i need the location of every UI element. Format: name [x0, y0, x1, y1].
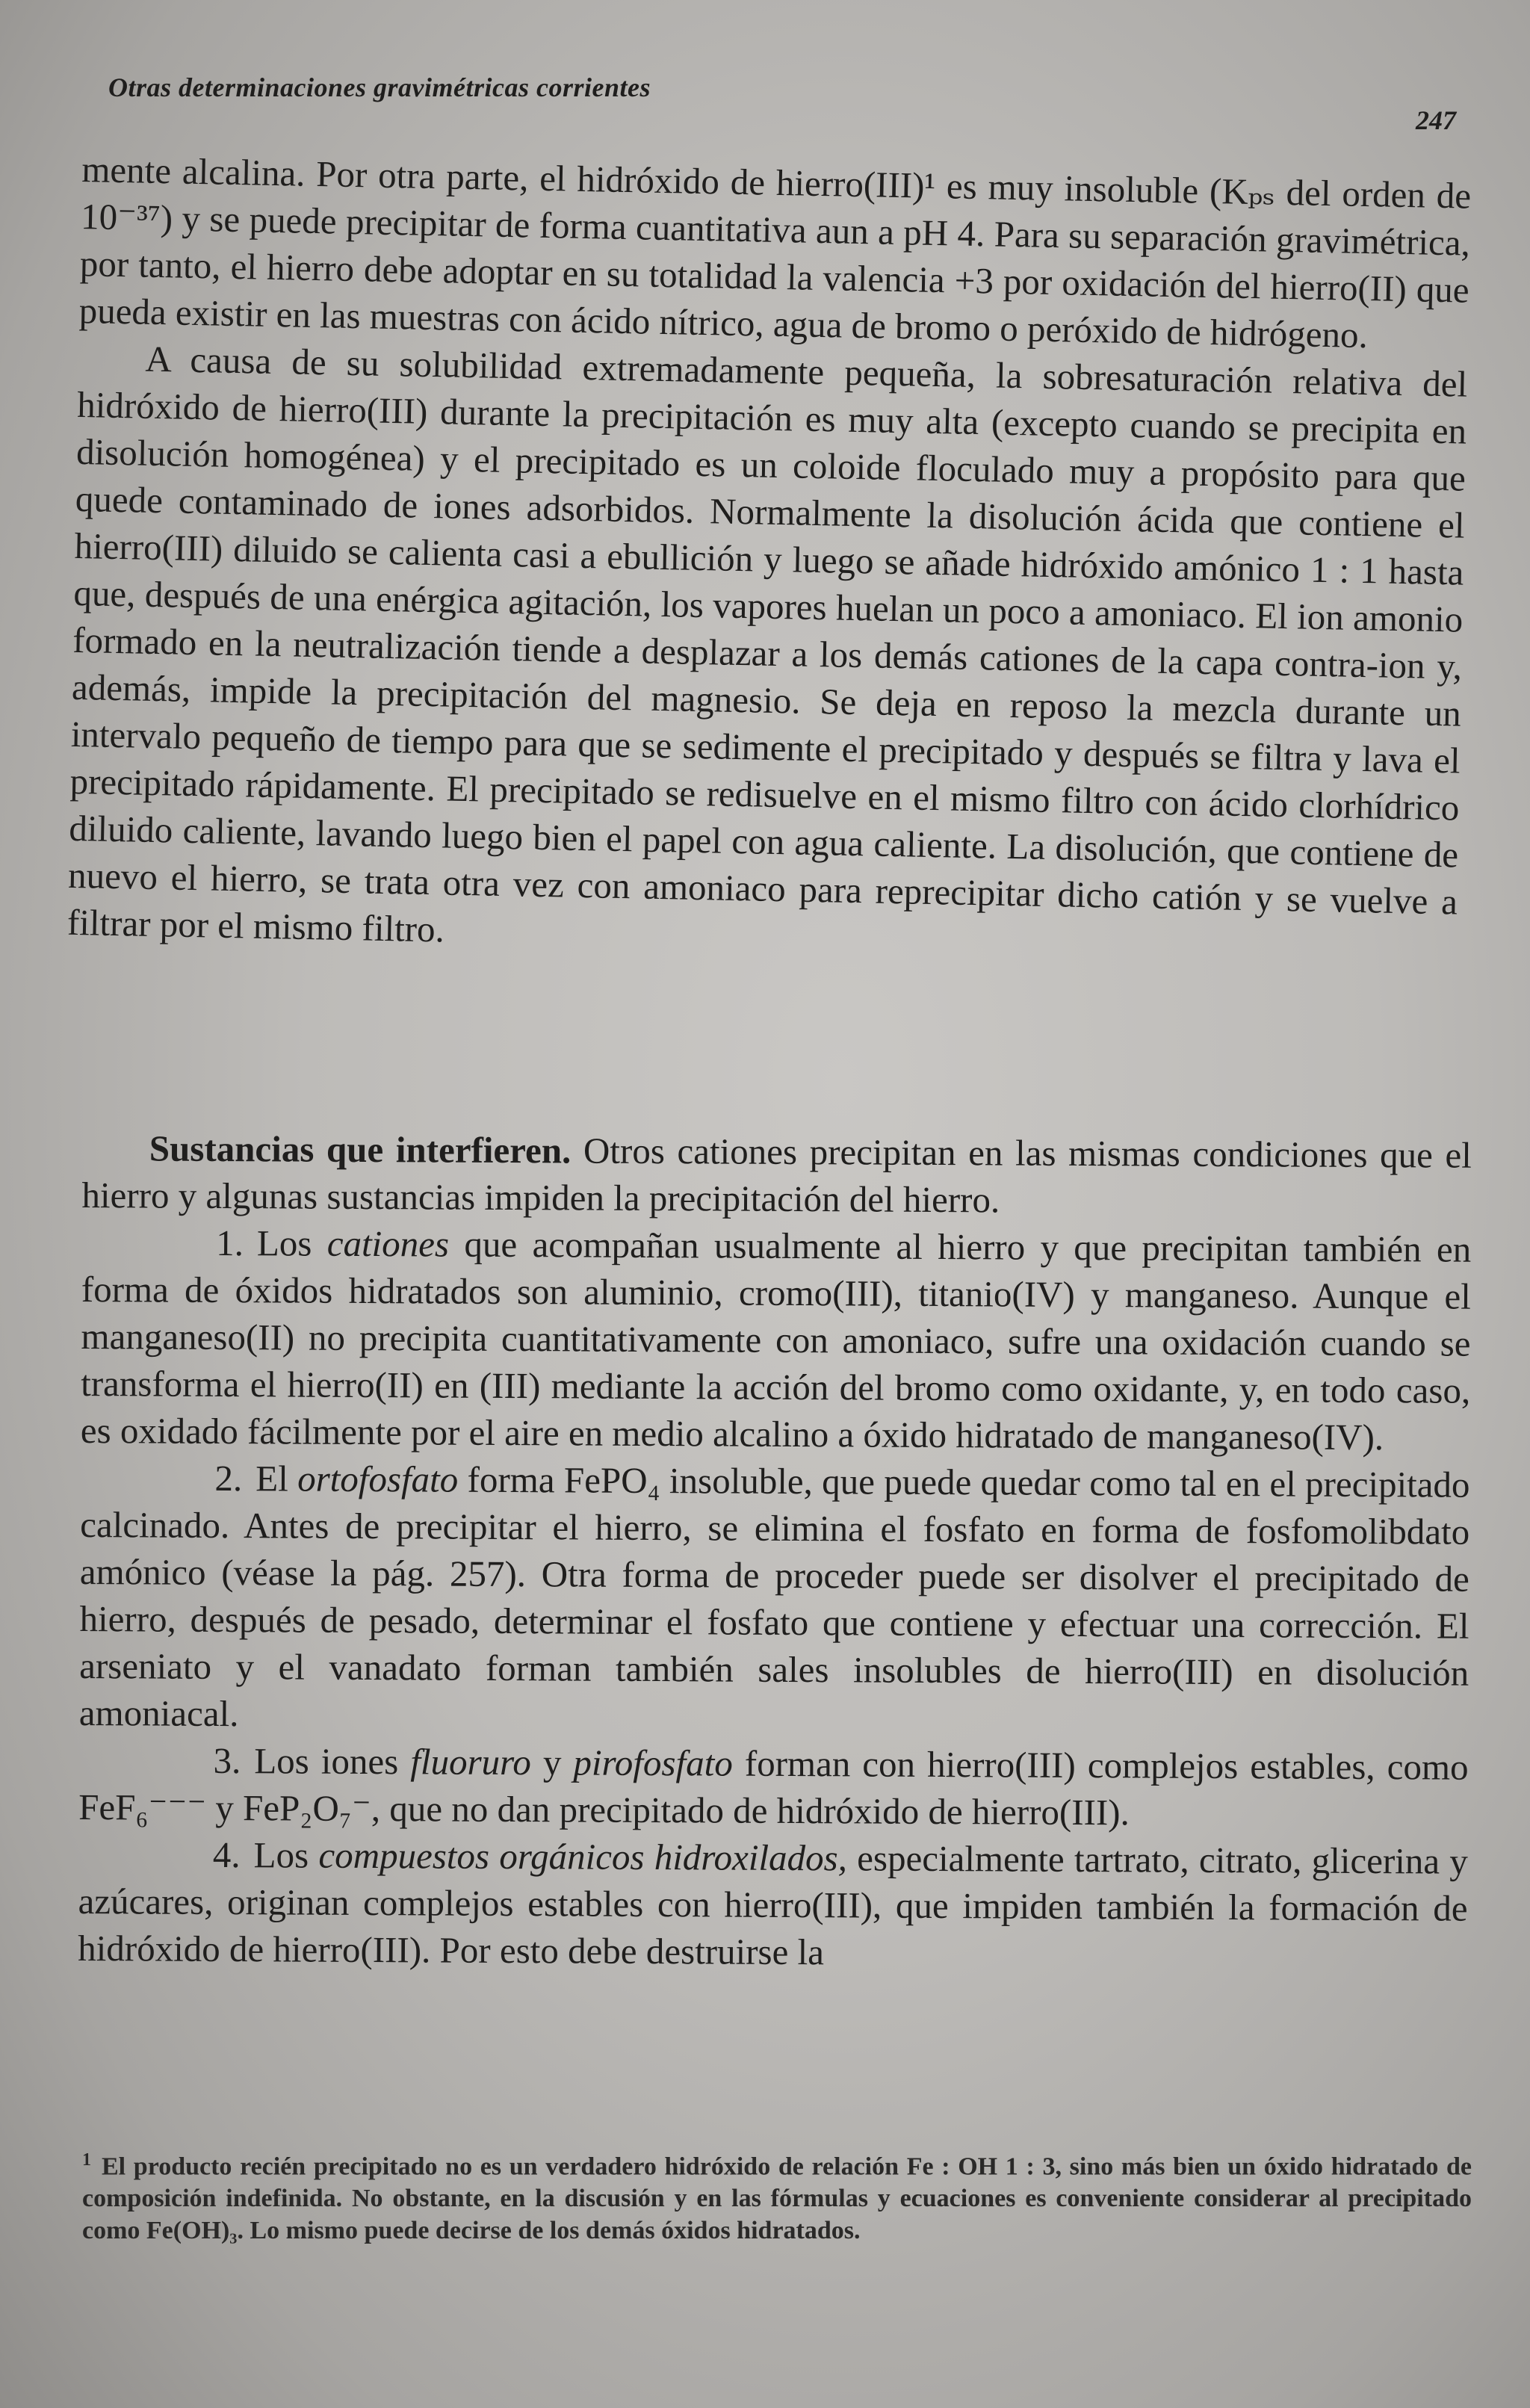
page-number: 247	[1416, 105, 1456, 135]
item-text: que acompañan usualmente al hierro y que precipitan también en forma de óxidos hidratados son aluminio, cromo(III), titanio(IV) y manganeso. Aunque el manganeso(II) no precipita cuantitativamente con amoniaco, sufre una oxidación cuando se transforma el hierro(II) en (III) mediante la acción del bromo como oxidante, y, en todo caso, es oxidado fácilmente por el aire en medio alcalino a óxido hidratado de manganeso(IV).	[80, 1223, 1472, 1458]
item-term: fluoruro	[410, 1741, 532, 1783]
item-mid: y	[542, 1742, 562, 1783]
footnote-mark: 1	[82, 2150, 91, 2170]
list-item-4	[78, 1830, 1468, 1979]
list-item-1	[81, 1219, 1472, 1461]
list-item-3	[78, 1736, 1469, 1838]
item-number: 2.	[214, 1457, 243, 1499]
interferences-intro: Otros cationes precipitan en las mismas condiciones que el hierro y algunas sustancias impiden la precipitación del hierro.	[81, 1130, 1472, 1221]
item-term: ortofosfato	[297, 1458, 459, 1500]
item-number: 3.	[213, 1739, 241, 1782]
item-text: especialmente tartrato, citrato, glicerina y azúcares, originan complejos estables con hierro(III), que impiden también la formación de hidróxido de hierro(III). Por esto debe destruirse la	[78, 1837, 1469, 1973]
section-title: Sustancias que interfieren.	[149, 1127, 572, 1171]
item-text: forma FePO₄ insoluble, que puede quedar como tal en el precipitado calcinado. Antes de precipitar el hierro, se elimina el fosfato en forma de fosfomolibdato amónico (véase la pág. 257). Otra forma de proceder puede ser disolver el precipitado de hierro, después de pesado, determinar el fosfato que contiene y efectuar una corrección. El arseniato y el vanadato forman también sales insolubles de hierro(III) en disolución amoniacal.	[78, 1458, 1470, 1735]
item-term: cationes	[326, 1222, 450, 1265]
item-pre: El	[255, 1458, 288, 1499]
item-number: 4.	[212, 1833, 241, 1876]
item-pre: Los	[253, 1834, 309, 1876]
item-term: compuestos orgánicos hidroxilados,	[318, 1834, 848, 1879]
item-pre: Los iones	[254, 1740, 399, 1783]
footnote	[82, 2144, 1472, 2247]
paragraph-precipitation: A causa de su solubilidad extremadamente pequeña, la sobresaturación relativa del hidróxido de hierro(III) durante la precipitación es muy alta (excepto cuando se precipita en disolución homogénea) y el precipitado es un coloide floculado muy a propósito para que quede contaminado de iones adsorbidos. Normalmente la disolución ácida que contiene el hierro(III) diluido se calienta casi a ebullición y luego se añade hidróxido amónico 1 : 1 hasta que, después de una enérgica agitación, los vapores huelan un poco a amoniaco. El ion amonio formado en la neutralización tiende a desplazar a los demás cationes de la capa contra-ion y, además, impide la precipitación del magnesio. Se deja en reposo la mezcla durante un intervalo pequeño de tiempo para que se sedimente el precipitado y después se filtra y lava el precipitado rápidamente. El precipitado se redisuelve en el mismo filtro con ácido clorhídrico diluido caliente, lavando luego bien el papel con agua caliente. La disolución, que contiene de nuevo el hierro, se trata otra vez con amoniaco para reprecipitar dicho catión y se vuelve a filtrar por el mismo filtro.	[66, 338, 1468, 950]
paragraph-continuation: mente alcalina. Por otra parte, el hidróxido de hierro(III)¹ es muy insoluble (Kₚₛ del orden de 10⁻³⁷) y se puede precipitar de forma cuantitativa aun a pH 4. Para su separación gravimétrica, por tanto, el hierro debe adoptar en su totalidad la valencia +3 por oxidación del hierro(II) que pueda existir en las muestras con ácido nítrico, agua de bromo o peróxido de hidrógeno.	[78, 148, 1472, 356]
interferences-section	[78, 1124, 1472, 1979]
item-pre: Los	[256, 1222, 312, 1264]
list-item-2	[79, 1454, 1470, 1744]
item-text: forman con hierro(III) complejos estables, como FeF₆⁻⁻⁻ y FeP₂O₇⁻, que no dan precipitado de hidróxido de hierro(III).	[78, 1742, 1469, 1833]
footnote-text: El producto recién precipitado no es un verdadero hidróxido de relación Fe : OH 1 : 3, sino más bien un óxido hidratado de composición indefinida. No obstante, en la discusión y en las fórmulas y ecuaciones es conveniente considerar al precipitado como Fe(OH)₃. Lo mismo puede decirse de los demás óxidos hidratados.	[82, 2152, 1472, 2245]
running-title: Otras determinaciones gravimétricas corrientes	[108, 72, 651, 102]
item-term-2: pirofosfato	[573, 1742, 733, 1784]
main-text-block	[66, 146, 1471, 973]
item-number: 1.	[216, 1222, 244, 1264]
interferences-intro-paragraph	[81, 1124, 1472, 1226]
